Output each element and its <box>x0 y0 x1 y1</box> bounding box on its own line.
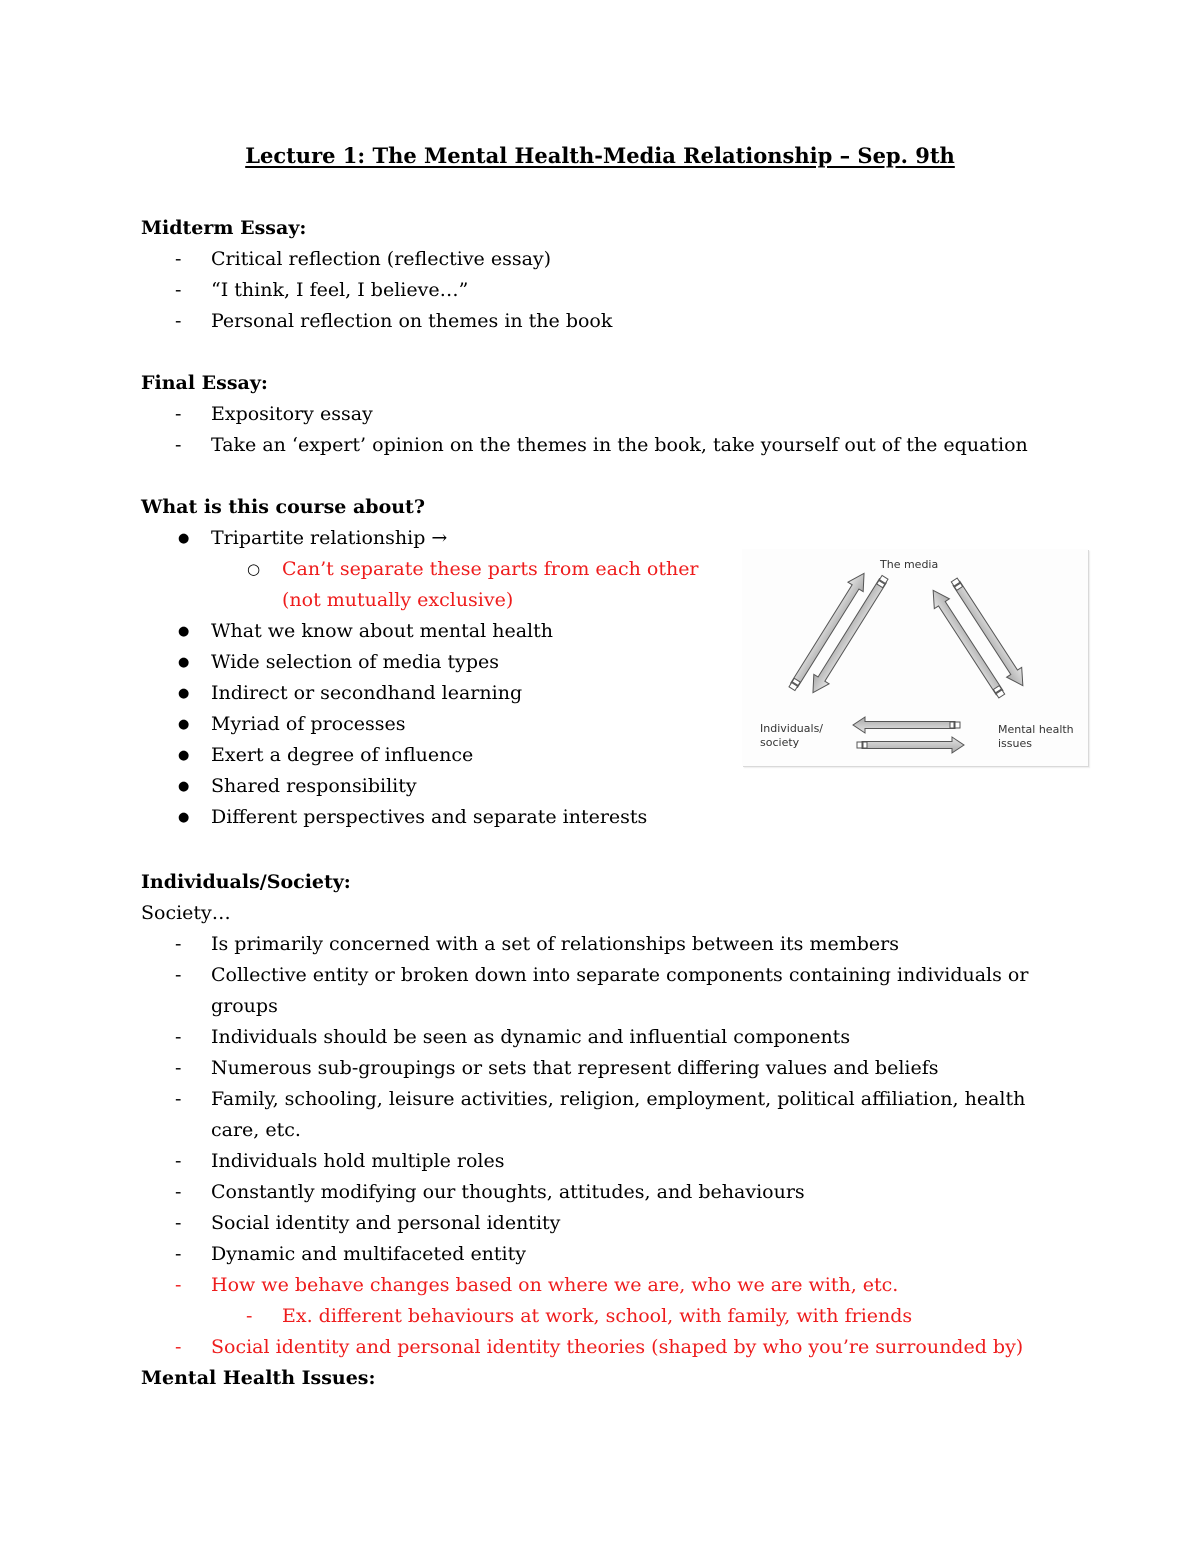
list-item-text: Indirect or secondhand learning <box>211 682 523 704</box>
midterm-heading: Midterm Essay: <box>141 217 307 239</box>
list-item <box>141 616 732 647</box>
dash-marker: - <box>175 403 182 425</box>
list-item-text: Shared responsibility <box>211 775 417 797</box>
dash-marker: - <box>175 310 182 332</box>
list-item <box>141 1208 1031 1239</box>
list-item <box>141 740 732 771</box>
arrow-individuals-to-mental-health <box>857 737 964 753</box>
diagram-label-mental-health: Mental health <box>998 723 1074 736</box>
list-item-text: Collective entity or broken down into separate components containing individuals or groups <box>211 964 1029 1017</box>
dash-marker: - <box>175 1057 182 1079</box>
list-item <box>141 709 732 740</box>
list-item <box>141 960 1031 1022</box>
list-item <box>141 1022 1031 1053</box>
list-item-text: Expository essay <box>211 403 373 425</box>
midterm-section <box>141 213 612 337</box>
arrow-mental-health-to-individuals <box>853 717 960 733</box>
dash-marker: - <box>175 964 182 986</box>
list-item-text: Tripartite relationship → <box>211 527 448 549</box>
list-item <box>141 430 1028 461</box>
tripartite-diagram-svg <box>742 549 1088 766</box>
tripartite-diagram <box>742 549 1088 766</box>
mental-health-heading: Mental Health Issues: <box>141 1367 376 1389</box>
bullet-marker: ● <box>178 655 190 670</box>
circle-marker: ○ <box>247 560 261 578</box>
list-item-text: Individuals should be seen as dynamic and influential components <box>211 1026 851 1048</box>
list-item-text: Social identity and personal identity theories (shaped by who you’re surrounded by) <box>211 1336 1024 1358</box>
final-section <box>141 368 1028 461</box>
list-item <box>141 523 732 554</box>
dash-marker: - <box>175 1150 182 1172</box>
list-item-text: “I think, I feel, I believe…” <box>211 279 469 301</box>
list-item-text: Constantly modifying our thoughts, attitudes, and behaviours <box>211 1181 805 1203</box>
final-heading: Final Essay: <box>141 372 268 394</box>
list-item-text: How we behave changes based on where we are, who we are with, etc. <box>211 1274 899 1296</box>
list-item <box>141 771 732 802</box>
bullet-marker: ● <box>178 531 190 546</box>
list-item-text: Numerous sub-groupings or sets that represent differing values and beliefs <box>211 1057 939 1079</box>
diagram-label-media: The media <box>880 558 939 571</box>
dash-marker: - <box>175 248 182 270</box>
list-item-text: Can’t separate these parts from each other (not mutually exclusive) <box>282 558 699 611</box>
individuals-intro: Society… <box>141 902 231 924</box>
list-item <box>141 1084 1031 1146</box>
list-item <box>141 554 732 616</box>
list-item <box>141 647 732 678</box>
bullet-marker: ● <box>178 748 190 763</box>
course-heading: What is this course about? <box>141 496 425 518</box>
list-item-text: Individuals hold multiple roles <box>211 1150 505 1172</box>
dash-marker: - <box>175 1181 182 1203</box>
list-item <box>141 399 1028 430</box>
dash-marker: - <box>175 434 182 456</box>
bullet-marker: ● <box>178 624 190 639</box>
list-item <box>141 1301 1031 1332</box>
list-item <box>141 929 1031 960</box>
list-item-text: Is primarily concerned with a set of relationships between its members <box>211 933 899 955</box>
list-item-text: Wide selection of media types <box>211 651 500 673</box>
dash-marker: - <box>175 1243 182 1265</box>
list-item-text: Myriad of processes <box>211 713 406 735</box>
list-item <box>141 1177 1031 1208</box>
individuals-heading: Individuals/Society: <box>141 871 351 893</box>
list-item <box>141 306 612 337</box>
list-item <box>141 275 612 306</box>
list-item-text: What we know about mental health <box>211 620 553 642</box>
list-item-text: Take an ‘expert’ opinion on the themes in the book, take yourself out of the equation <box>211 434 1028 456</box>
list-item-text: Critical reflection (reflective essay) <box>211 248 552 270</box>
list-item-text: Personal reflection on themes in the book <box>211 310 613 332</box>
dash-marker: - <box>246 1305 253 1327</box>
bullet-marker: ● <box>178 686 190 701</box>
list-item <box>141 1270 1031 1301</box>
list-item <box>141 678 732 709</box>
list-item <box>141 244 612 275</box>
dash-marker: - <box>175 1212 182 1234</box>
list-item <box>141 1146 1031 1177</box>
list-item-text: Different perspectives and separate interests <box>211 806 648 828</box>
course-section <box>141 492 732 833</box>
diagram-label-individuals: Individuals/ <box>760 722 824 735</box>
individuals-section <box>141 867 1031 1394</box>
bullet-marker: ● <box>178 779 190 794</box>
list-item <box>141 1239 1031 1270</box>
list-item <box>141 1332 1031 1363</box>
dash-marker: - <box>175 279 182 301</box>
list-item-text: Social identity and personal identity <box>211 1212 561 1234</box>
dash-marker: - <box>175 1088 182 1110</box>
dash-marker: - <box>175 1026 182 1048</box>
list-item-text: Family, schooling, leisure activities, religion, employment, political affiliation, health care, etc. <box>211 1088 1026 1141</box>
list-item <box>141 1053 1031 1084</box>
page-title: Lecture 1: The Mental Health-Media Relationship – Sep. 9th <box>245 143 955 168</box>
dash-marker: - <box>175 1274 182 1296</box>
list-item <box>141 802 732 833</box>
diagram-label-issues: issues <box>998 737 1032 750</box>
bullet-marker: ● <box>178 717 190 732</box>
list-item-text: Ex. different behaviours at work, school, with family, with friends <box>282 1305 913 1327</box>
diagram-label-society: society <box>760 736 800 749</box>
list-item-text: Exert a degree of influence <box>211 744 474 766</box>
bullet-marker: ● <box>178 810 190 825</box>
list-item-text: Dynamic and multifaceted entity <box>211 1243 527 1265</box>
dash-marker: - <box>175 1336 182 1358</box>
dash-marker: - <box>175 933 182 955</box>
